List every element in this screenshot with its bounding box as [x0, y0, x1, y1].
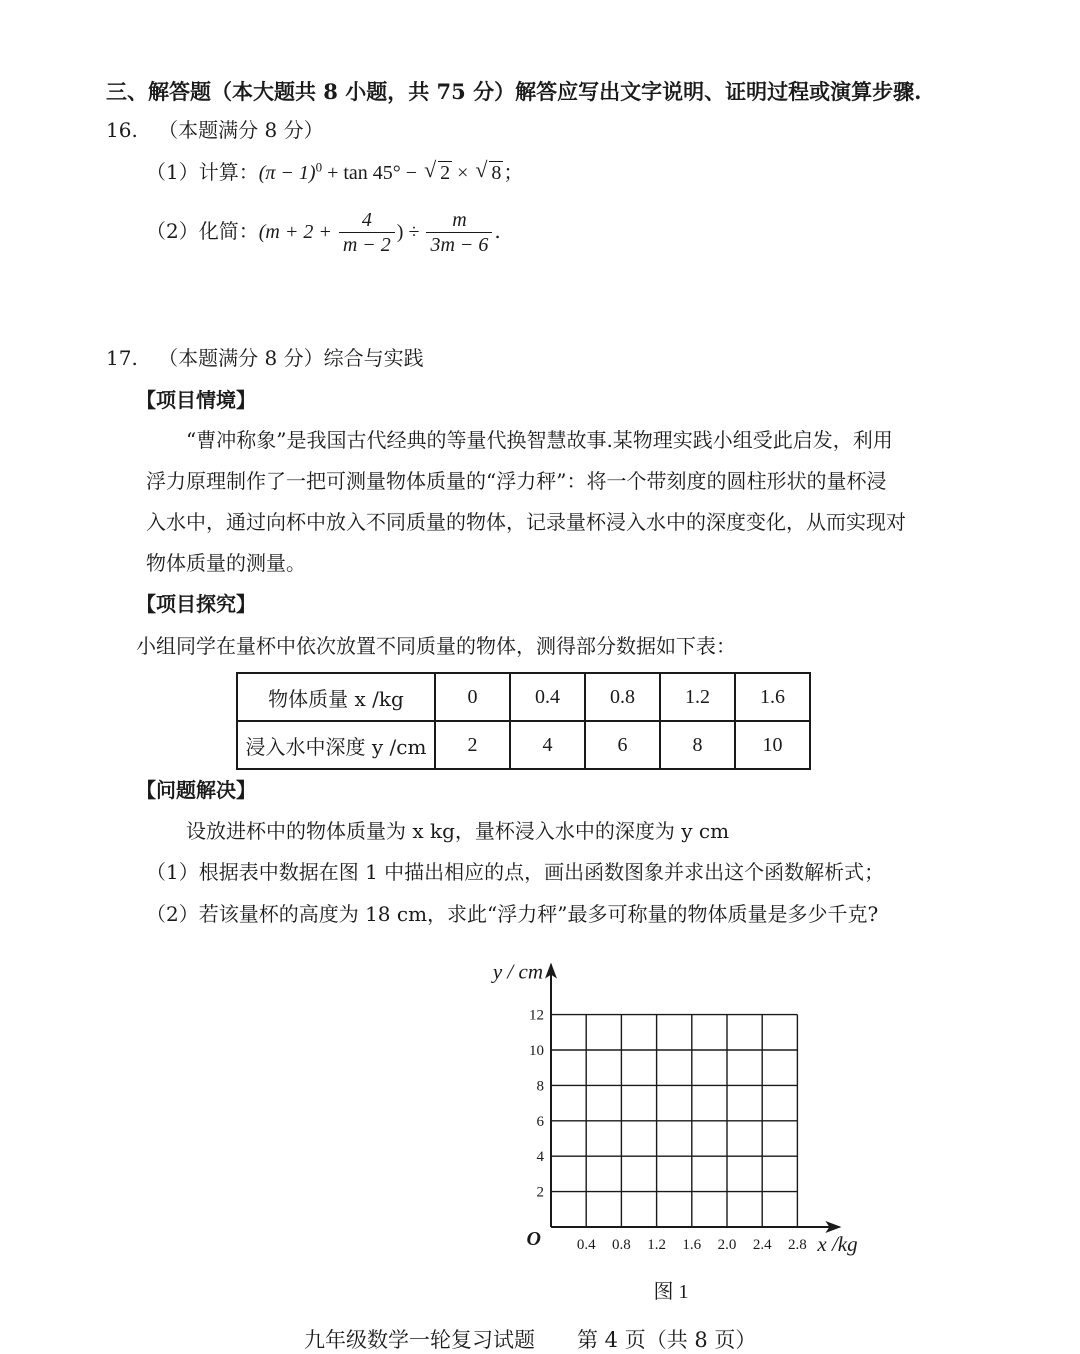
- context-title: 【项目情境】: [136, 388, 256, 412]
- context-line: 入水中，通过向杯中放入不同质量的物体，记录量杯浸入水中的深度变化，从而实现对: [146, 510, 906, 534]
- y-axis-label: y / cm: [492, 959, 543, 984]
- table-cell: 4: [510, 721, 585, 769]
- table-header-cell: 浸入水中深度 y /cm: [237, 721, 435, 769]
- origin-label: O: [526, 1228, 541, 1250]
- fraction-numerator: 4: [361, 209, 372, 231]
- q16-p1-times: ×: [452, 162, 474, 184]
- x-tick-label: 2.4: [752, 1237, 772, 1253]
- q16-p1-label: （1）计算：: [146, 160, 259, 184]
- y-tick-label: 12: [529, 1007, 544, 1024]
- x-tick-label: 0.8: [612, 1237, 631, 1253]
- y-tick-label: 10: [529, 1043, 544, 1059]
- context-line: 浮力原理制作了一把可测量物体质量的“浮力秤”：将一个带刻度的圆柱形状的量杯浸: [146, 469, 887, 493]
- fraction-denominator: m − 2: [339, 232, 395, 257]
- q16-p2-close-div: ) ÷: [396, 221, 425, 243]
- fraction-denominator: 3m − 6: [426, 232, 492, 257]
- x-tick-label: 1.2: [647, 1237, 666, 1253]
- table-cell: 2: [435, 721, 510, 769]
- table-cell: 0.4: [510, 673, 585, 721]
- figure-caption: 图 1: [653, 1281, 689, 1303]
- table-header-cell: 物体质量 x /kg: [237, 673, 435, 721]
- q17-part1: （1）根据表中数据在图 1 中描出相应的点，画出函数图象并求出这个函数解析式；: [146, 860, 885, 884]
- fraction-numerator: m: [452, 209, 467, 231]
- q16-p2-open: (m + 2 +: [258, 221, 337, 243]
- sqrt-2-radicand: 2: [440, 162, 451, 184]
- x-tick-label: 2.0: [717, 1237, 737, 1253]
- table-cell: 1.2: [660, 673, 735, 721]
- sqrt-8-radicand: 8: [491, 162, 502, 184]
- y-tick-label: 4: [536, 1149, 544, 1166]
- q17-score-note: （本题满分 8 分）综合与实践: [158, 346, 424, 370]
- q16-number: 16.: [106, 118, 138, 142]
- solve-title: 【问题解决】: [136, 778, 256, 802]
- table-cell: 8: [660, 721, 735, 769]
- context-line: 物体质量的测量。: [146, 551, 306, 575]
- table-cell: 0: [435, 673, 510, 721]
- x-axis-label: x /kg: [817, 1232, 858, 1256]
- q16-p1-expr-a: (π − 1): [258, 162, 316, 184]
- q16-p2-label: （2）化简：: [146, 219, 259, 243]
- table-cell: 6: [585, 721, 660, 769]
- table-cell: 10: [735, 721, 810, 769]
- q16-p1-expr-b: + tan 45° −: [322, 162, 423, 184]
- y-tick-label: 2: [536, 1184, 544, 1201]
- explore-text: 小组同学在量杯中依次放置不同质量的物体，测得部分数据如下表：: [136, 634, 736, 658]
- x-tick-label: 2.8: [788, 1237, 807, 1253]
- x-tick-label: 1.6: [682, 1237, 702, 1253]
- q16-score-note: （本题满分 8 分）: [158, 118, 324, 142]
- y-tick-label: 8: [536, 1078, 544, 1095]
- q17-part2: （2）若该量杯的高度为 18 cm，求此“浮力秤”最多可称量的物体质量是多少千克?: [146, 902, 879, 926]
- solve-setup: 设放进杯中的物体质量为 x kg，量杯浸入水中的深度为 y cm: [186, 819, 730, 843]
- y-tick-label: 6: [536, 1113, 544, 1130]
- q16-p1-exp: 0: [315, 159, 323, 175]
- table-cell: 0.8: [585, 673, 660, 721]
- q16-p2-end: .: [494, 219, 501, 243]
- section-heading: 三、解答题（本大题共 8 小题，共 75 分）解答应写出文字说明、证明过程或演算步骤.: [106, 79, 922, 104]
- x-tick-label: 0.4: [576, 1237, 596, 1253]
- q17-number: 17.: [106, 346, 138, 370]
- page-footer: 九年级数学一轮复习试题 第 4 页（共 8 页）: [304, 1328, 757, 1352]
- q16-p1-end: ；: [503, 160, 524, 184]
- explore-title: 【项目探究】: [136, 592, 256, 616]
- table-cell: 1.6: [735, 673, 810, 721]
- context-line: “曹冲称象”是我国古代经典的等量代换智慧故事.某物理实践小组受此启发，利用: [186, 428, 893, 452]
